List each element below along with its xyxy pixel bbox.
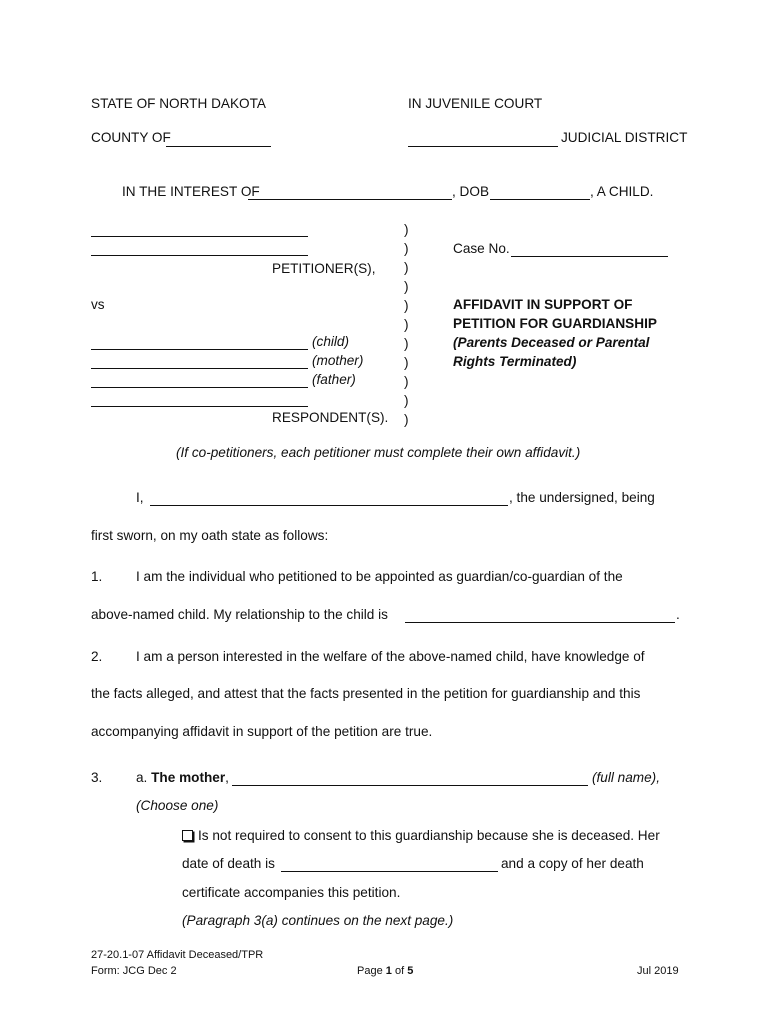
page-total: 5: [407, 965, 414, 977]
paragraph-1-number: 1.: [91, 569, 103, 584]
petitioner-field-2[interactable]: [91, 255, 308, 256]
father-respondent-field[interactable]: [91, 387, 308, 388]
mother-label: The mother: [151, 770, 226, 785]
option-deceased-line-3: certificate accompanies this petition.: [182, 885, 401, 900]
sworn-text: first sworn, on my oath state as follows:: [91, 528, 329, 543]
full-name-hint: (full name),: [592, 770, 660, 785]
of-label: of: [394, 965, 405, 977]
child-role-label: (child): [312, 334, 350, 349]
vs-label: vs: [91, 297, 105, 312]
affiant-name-field[interactable]: [150, 505, 508, 506]
child-suffix: , A CHILD.: [590, 184, 654, 199]
father-role-label: (father): [312, 372, 356, 387]
undersigned-text: , the undersigned, being: [509, 490, 655, 505]
co-petitioner-note: (If co-petitioners, each petitioner must complete their own affidavit.): [176, 445, 581, 460]
paragraph-1-line-2: above-named child. My relationship to the child is: [91, 607, 388, 622]
case-no-label: Case No.: [453, 241, 510, 256]
page-number: [357, 962, 413, 980]
child-name-field[interactable]: [248, 199, 452, 200]
document-title-line-3: (Parents Deceased or Parental: [453, 335, 650, 350]
paragraph-2-line-1: I am a person interested in the welfare of the above-named child, have knowledge of: [136, 649, 645, 664]
caption-paren: ): [404, 374, 409, 389]
caption-paren: ): [404, 336, 409, 351]
form-id: Form: JCG Dec 2: [91, 965, 177, 977]
date-of-death-field[interactable]: [281, 871, 498, 872]
dob-label: , DOB: [452, 184, 490, 199]
option-deceased-line-1: Is not required to consent to this guardianship because she is deceased. Her: [198, 828, 660, 843]
county-field[interactable]: [166, 146, 271, 147]
caption-paren: ): [404, 260, 409, 275]
form-code: 27-20.1-07 Affidavit Deceased/TPR: [91, 949, 264, 961]
document-title-line-4: Rights Terminated): [453, 354, 577, 369]
state-heading: STATE OF NORTH DAKOTA: [91, 96, 266, 111]
paragraph-2-number: 2.: [91, 649, 103, 664]
date-of-death-label: date of death is: [182, 856, 275, 871]
dob-field[interactable]: [490, 199, 590, 200]
page-label: Page: [357, 965, 383, 977]
caption-paren: ): [404, 317, 409, 332]
affiant-label: I,: [136, 490, 144, 505]
mother-comma: ,: [225, 770, 229, 785]
mother-respondent-field[interactable]: [91, 368, 308, 369]
choose-one-hint: (Choose one): [136, 798, 219, 813]
deceased-checkbox[interactable]: [182, 830, 193, 841]
caption-paren: ): [404, 279, 409, 294]
caption-paren: ): [404, 393, 409, 408]
respondents-label: RESPONDENT(S).: [272, 410, 389, 425]
document-title-line-2: PETITION FOR GUARDIANSHIP: [453, 316, 657, 331]
item-a-label: a.: [136, 770, 148, 785]
mother-full-name-field[interactable]: [232, 785, 588, 786]
paragraph-1-end: .: [676, 607, 680, 622]
paragraph-2-line-2: the facts alleged, and attest that the facts presented in the petition for guardianship and this: [91, 686, 641, 701]
county-label: COUNTY OF: [91, 130, 171, 145]
caption-paren: ): [404, 412, 409, 427]
district-field[interactable]: [408, 146, 558, 147]
paragraph-1-line-1: I am the individual who petitioned to be appointed as guardian/co-guardian of the: [136, 569, 623, 584]
relationship-field[interactable]: [405, 622, 675, 623]
caption-paren: ): [404, 241, 409, 256]
form-date: Jul 2019: [637, 965, 679, 977]
petitioners-label: PETITIONER(S),: [272, 261, 376, 276]
other-respondent-field[interactable]: [91, 406, 308, 407]
caption-paren: ): [404, 298, 409, 313]
caption-paren: ): [404, 222, 409, 237]
date-of-death-after: and a copy of her death: [501, 856, 644, 871]
document-title-line-1: AFFIDAVIT IN SUPPORT OF: [453, 297, 633, 312]
petitioner-field-1[interactable]: [91, 236, 308, 237]
interest-label: IN THE INTEREST OF: [122, 184, 260, 199]
district-label: JUDICIAL DISTRICT: [561, 130, 688, 145]
caption-paren: ): [404, 355, 409, 370]
court-heading: IN JUVENILE COURT: [408, 96, 543, 111]
paragraph-3-number: 3.: [91, 770, 103, 785]
continues-note: (Paragraph 3(a) continues on the next page.): [182, 913, 454, 928]
mother-role-label: (mother): [312, 353, 364, 368]
case-no-field[interactable]: [511, 256, 668, 257]
child-respondent-field[interactable]: [91, 349, 308, 350]
paragraph-2-line-3: accompanying affidavit in support of the petition are true.: [91, 724, 433, 739]
page-current: 1: [385, 965, 392, 977]
